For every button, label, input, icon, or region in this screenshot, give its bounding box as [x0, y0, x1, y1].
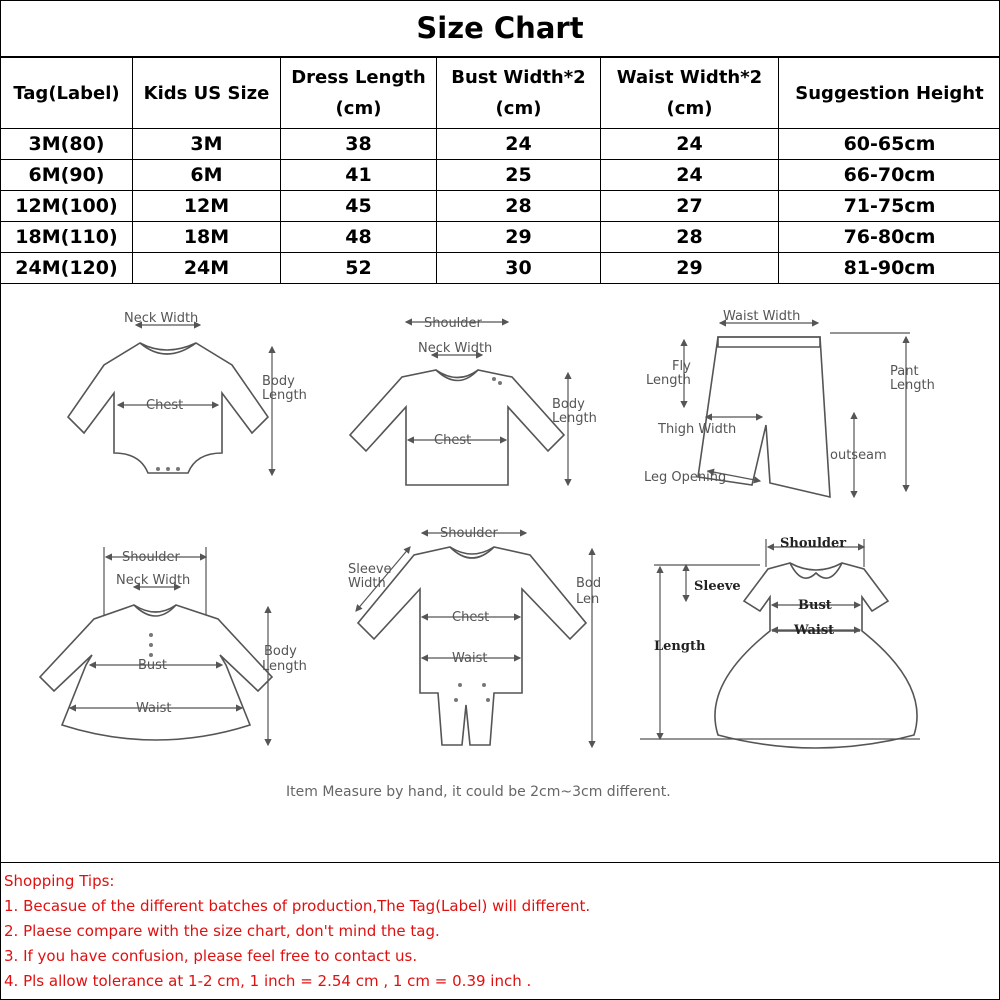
pants-pant-length-label-1: Pant	[890, 364, 919, 379]
dress-a-neck-width-label: Neck Width	[116, 573, 191, 588]
romper-waist-label: Waist	[452, 651, 488, 666]
table-cell: 28	[601, 222, 779, 253]
size-table	[0, 57, 1000, 284]
dress-a-waist-label: Waist	[136, 701, 172, 716]
dress-a-diagram	[40, 547, 307, 745]
table-cell: 25	[437, 160, 601, 191]
header-dress-length: Dress Length (cm)	[281, 58, 437, 129]
pants-waist-width-label: Waist Width	[723, 309, 801, 324]
dress-b-outline	[715, 563, 917, 748]
dress-b-shoulder-label: Shoulder	[780, 536, 847, 551]
romper-sleeve-width-label-1: Sleeve	[348, 562, 392, 577]
header-bust-width: Bust Width*2 (cm)	[437, 58, 601, 129]
pants-fly-length-label-1: Fly	[672, 359, 691, 374]
table-cell: 38	[281, 129, 437, 160]
dress-a-shoulder-label: Shoulder	[122, 550, 180, 565]
top-outline	[350, 370, 564, 485]
table-cell: 24M	[133, 253, 281, 284]
pants-pant-length-label-2: Length	[890, 378, 935, 393]
table-cell: 76-80cm	[779, 222, 1000, 253]
top-chest-label: Chest	[434, 433, 472, 448]
header-suggestion-height: Suggestion Height	[779, 58, 1000, 129]
shopping-tips	[0, 862, 1000, 998]
top-diagram	[350, 316, 597, 485]
top-body-length-label-2: Length	[552, 411, 597, 426]
table-cell: 48	[281, 222, 437, 253]
table-cell: 71-75cm	[779, 191, 1000, 222]
tips-heading: Shopping Tips:	[4, 872, 115, 890]
romper-shoulder-label: Shoulder	[440, 526, 498, 541]
tip-item: 1. Becasue of the different batches of production,The Tag(Label) will different.	[4, 897, 591, 915]
header-kids-us-size: Kids US Size	[133, 58, 281, 129]
romper-body-length-label-1: Bod	[576, 576, 602, 591]
table-cell: 12M(100)	[1, 191, 133, 222]
table-cell: 29	[437, 222, 601, 253]
pants-thigh-width-label: Thigh Width	[658, 422, 737, 437]
table-header-row	[1, 58, 1000, 129]
bodysuit-diagram	[68, 311, 307, 475]
table-cell: 3M	[133, 129, 281, 160]
table-cell: 41	[281, 160, 437, 191]
romper-chest-label: Chest	[452, 610, 490, 625]
table-cell: 29	[601, 253, 779, 284]
table-cell: 45	[281, 191, 437, 222]
table-cell: 18M	[133, 222, 281, 253]
table-cell: 24	[437, 129, 601, 160]
bodysuit-chest-label: Chest	[146, 398, 184, 413]
tip-item: 4. Pls allow tolerance at 1-2 cm, 1 inch = 2.54 cm , 1 cm = 0.39 inch .	[4, 972, 532, 990]
table-cell: 81-90cm	[779, 253, 1000, 284]
dress-a-body-length-label-1: Body	[264, 644, 297, 659]
table-cell: 18M(110)	[1, 222, 133, 253]
page-title: Size Chart	[0, 0, 1000, 57]
romper-outline	[358, 547, 586, 745]
table-row	[1, 222, 1000, 253]
header-tag-label: Tag(Label)	[1, 58, 133, 129]
dress-a-bust-label: Bust	[138, 658, 168, 673]
table-cell: 66-70cm	[779, 160, 1000, 191]
table-cell: 3M(80)	[1, 129, 133, 160]
table-cell: 6M	[133, 160, 281, 191]
bodysuit-body-length-label-1: Body	[262, 374, 295, 389]
table-cell: 27	[601, 191, 779, 222]
dress-b-waist-label: Waist	[794, 623, 835, 638]
table-row	[1, 191, 1000, 222]
dress-b-sleeve-label: Sleeve	[694, 579, 741, 594]
header-waist-width: Waist Width*2 (cm)	[601, 58, 779, 129]
pants-leg-opening-label: Leg Opening	[644, 470, 727, 485]
table-cell: 30	[437, 253, 601, 284]
pants-diagram	[644, 309, 935, 497]
table-row	[1, 129, 1000, 160]
table-cell: 52	[281, 253, 437, 284]
pants-outseam-label: outseam	[830, 448, 887, 463]
dress-a-body-length-label-2: Length	[262, 659, 307, 674]
pants-fly-length-label-2: Length	[646, 373, 691, 388]
top-neck-width-label: Neck Width	[418, 341, 493, 356]
table-cell: 6M(90)	[1, 160, 133, 191]
measurement-diagrams	[0, 285, 1000, 860]
tip-item: 3. If you have confusion, please feel free to contact us.	[4, 947, 418, 965]
romper-diagram	[348, 526, 601, 747]
tip-item: 2. Plaese compare with the size chart, don't mind the tag.	[4, 922, 440, 940]
dress-b-bust-label: Bust	[798, 598, 832, 613]
table-row	[1, 253, 1000, 284]
top-shoulder-label: Shoulder	[424, 316, 482, 331]
bodysuit-body-length-label-2: Length	[262, 388, 307, 403]
table-cell: 24M(120)	[1, 253, 133, 284]
measure-note: Item Measure by hand, it could be 2cm~3cm different.	[286, 784, 671, 800]
table-cell: 28	[437, 191, 601, 222]
dress-b-length-label: Length	[654, 639, 706, 654]
table-cell: 24	[601, 160, 779, 191]
dress-b-diagram	[640, 536, 920, 748]
table-cell: 60-65cm	[779, 129, 1000, 160]
bodysuit-neck-width-label: Neck Width	[124, 311, 199, 326]
table-cell: 24	[601, 129, 779, 160]
table-row	[1, 160, 1000, 191]
romper-body-length-label-2: Len	[576, 592, 600, 607]
romper-sleeve-width-label-2: Width	[348, 576, 386, 591]
top-body-length-label-1: Body	[552, 397, 585, 412]
table-cell: 12M	[133, 191, 281, 222]
